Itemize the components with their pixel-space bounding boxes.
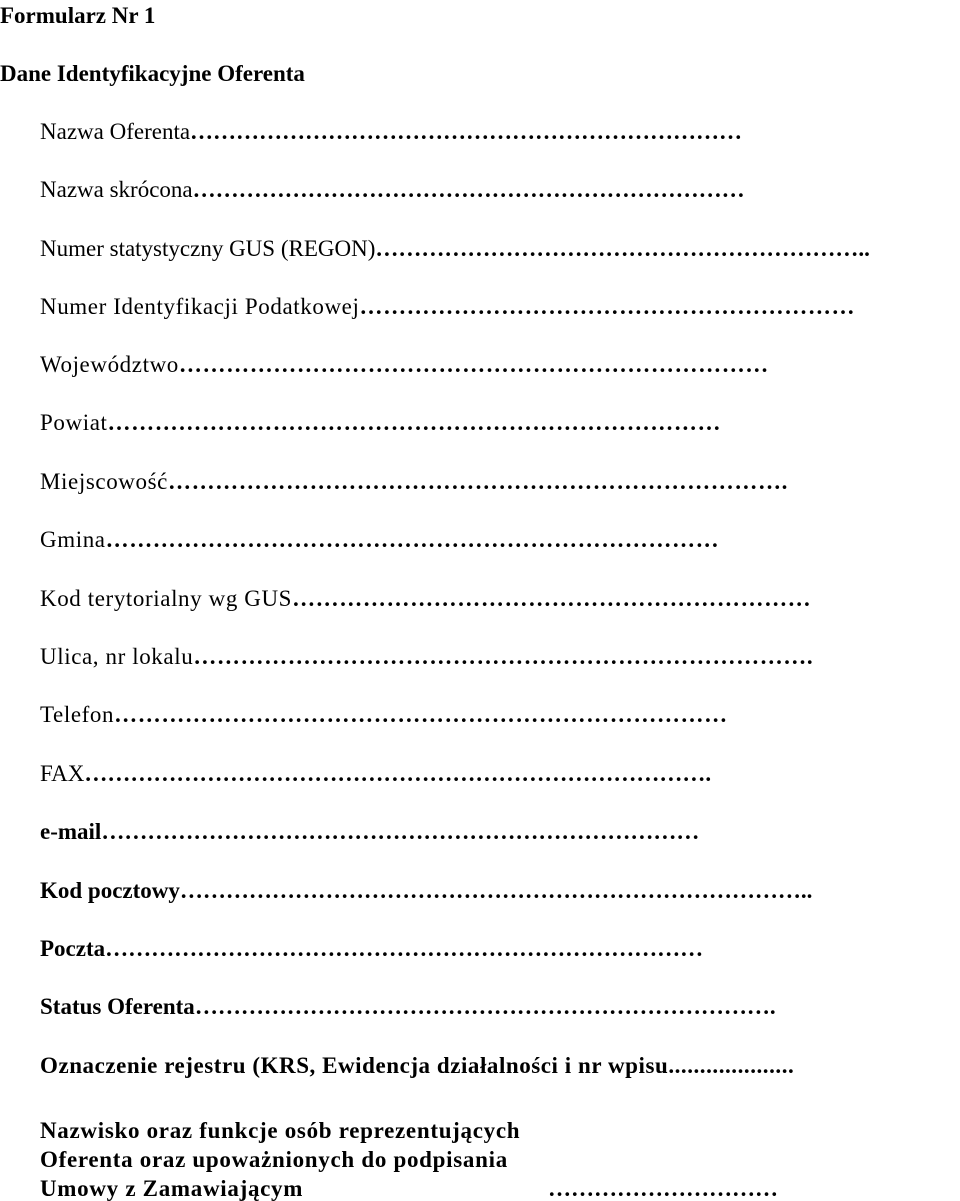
field-label: Nazwa Oferenta — [40, 119, 191, 144]
field-label: Ulica, nr lokalu — [40, 644, 194, 669]
field-powiat[interactable] — [40, 411, 721, 434]
field-label: Gmina — [40, 527, 106, 552]
signatories-line-3: Umowy z Zamawiającym — [40, 1176, 304, 1201]
field-label: Poczta — [40, 936, 106, 961]
field-nip[interactable] — [40, 295, 855, 318]
signatories-dots[interactable]: ………………………… — [548, 1176, 778, 1201]
field-dots: …………………………………………………………………… — [105, 936, 704, 961]
field-fax[interactable] — [40, 762, 711, 785]
section-title: Dane Identyfikacyjne Oferenta — [0, 61, 305, 86]
field-dots: …………………………………………………………………… — [105, 527, 720, 552]
field-nazwa-oferenta[interactable] — [40, 120, 742, 143]
signatories-line-2: Oferenta oraz upoważnionych do podpisania — [40, 1147, 508, 1172]
field-status-oferenta[interactable] — [40, 995, 776, 1018]
field-label: Status Oferenta — [40, 994, 195, 1019]
field-dots: ……………………………………………………….. — [375, 236, 870, 261]
field-label: Telefon — [40, 702, 115, 727]
field-dots: ……………………………………………………………… — [190, 119, 743, 144]
field-ulica[interactable] — [40, 645, 813, 668]
field-dots: .................... — [668, 1053, 795, 1078]
form-title: Formularz Nr 1 — [0, 3, 156, 28]
field-miejscowosc[interactable] — [40, 470, 788, 493]
signatories-line-1: Nazwisko oraz funkcje osób reprezentujących — [40, 1118, 521, 1143]
field-poczta[interactable] — [40, 937, 703, 960]
field-regon[interactable] — [40, 237, 870, 260]
field-telefon[interactable] — [40, 703, 728, 726]
field-label: Numer statystyczny GUS (REGON) — [40, 236, 376, 261]
field-label: Nazwa skrócona — [40, 177, 193, 202]
field-dots: …………………………………………………………………… — [107, 410, 722, 435]
field-label: Oznaczenie rejestru (KRS, Ewidencja działalności i nr wpisu — [40, 1053, 669, 1078]
field-kod-pocztowy[interactable] — [40, 879, 812, 902]
field-label: Kod pocztowy — [40, 878, 180, 903]
field-dots: ………………………………………………………………… — [178, 352, 769, 377]
field-label: Kod terytorialny wg GUS — [40, 586, 293, 611]
field-dots: ……………………………………………………………… — [192, 177, 745, 202]
field-wojewodztwo[interactable] — [40, 353, 769, 376]
field-kod-terytorialny[interactable] — [40, 587, 811, 610]
field-dots: ……………………………………………………………………….. — [179, 878, 813, 903]
field-dots: ……………………………………………………… — [359, 294, 856, 319]
field-dots: ………………………………………………………………………. — [84, 761, 712, 786]
field-gmina[interactable] — [40, 528, 719, 551]
field-dots: ……………………………………………………………………. — [193, 644, 814, 669]
field-dots: …………………………………………………………………. — [194, 994, 776, 1019]
field-label: Miejscowość — [40, 469, 168, 494]
field-dots: ………………………………………………………… — [292, 586, 812, 611]
field-dots: ……………………………………………………………………. — [167, 469, 788, 494]
field-nazwa-skrocona[interactable] — [40, 178, 745, 201]
field-label: FAX — [40, 761, 85, 786]
field-email[interactable] — [40, 820, 699, 843]
field-label: Numer Identyfikacji Podatkowej — [40, 294, 360, 319]
field-dots: …………………………………………………………………… — [101, 819, 700, 844]
field-label: Powiat — [40, 410, 108, 435]
field-label: Województwo — [40, 352, 179, 377]
field-oznaczenie-rejestru[interactable] — [40, 1054, 794, 1077]
field-label: e-mail — [40, 819, 102, 844]
field-dots: …………………………………………………………………… — [114, 702, 728, 727]
